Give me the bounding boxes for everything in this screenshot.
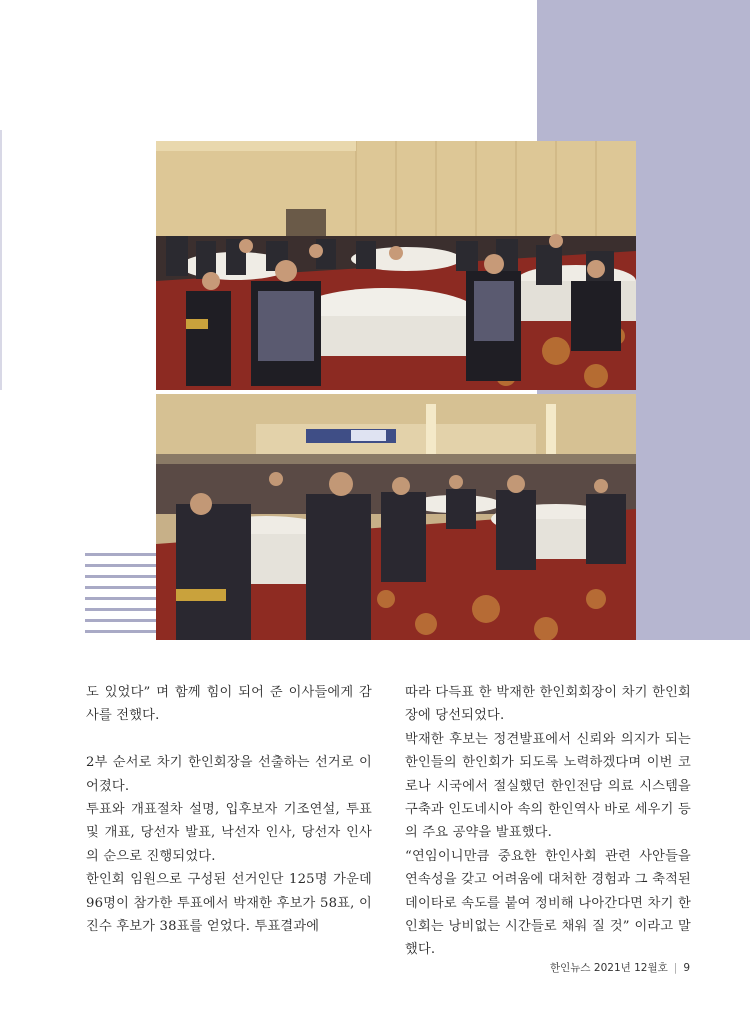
page-footer bbox=[550, 960, 690, 975]
paragraph: 2부 순서로 차기 한인회장을 선출하는 선거로 이어졌다. bbox=[86, 755, 372, 794]
paragraph-gap bbox=[86, 728, 372, 751]
meeting-hall-photo bbox=[156, 394, 636, 640]
publication-title: 한인뉴스 2021년 12월호 bbox=[550, 962, 668, 974]
article-left-column bbox=[86, 681, 372, 938]
paragraph: 투표와 개표절차 설명, 입후보자 기조연설, 투표 및 개표, 당선자 발표, 낙선자 인사, 당선자 인사의 순으로 진행되었다. bbox=[86, 802, 372, 864]
decorative-edge-line bbox=[0, 130, 2, 390]
paragraph: 박재한 후보는 정견발표에서 신뢰와 의지가 되는 한인들의 한인회가 되도록 노력하겠다며 이번 코로나 시국에서 절실했던 한인전담 의료 시스템을 구축과 인도네시아 속의 한인역사 바로 세우기 등의 주요 공약을 발표했다. bbox=[405, 731, 691, 841]
paragraph: “연임이니만큼 중요한 한인사회 관련 사안들을 연속성을 갖고 어려움에 대처한 경험과 그 축적된 데이타로 속도를 붙여 정비해 나아간다면 차기 한인회는 낭비없는 시간들로 채워 질 것” 이라고 말했다. bbox=[405, 848, 691, 958]
decorative-stripes bbox=[85, 553, 156, 641]
page-number: 9 bbox=[683, 962, 690, 974]
paragraph: 도 있었다” 며 함께 힘이 되어 준 이사들에게 감사를 전했다. bbox=[86, 685, 372, 724]
paragraph: 한인회 임원으로 구성된 선거인단 125명 가운데 96명이 참가한 투표에서 박재한 후보가 58표, 이진수 후보가 38표를 얻었다. 투표결과에 bbox=[86, 872, 372, 935]
meeting-audience-photo bbox=[156, 141, 636, 390]
article-right-column bbox=[405, 681, 691, 962]
paragraph: 따라 다득표 한 박재한 한인회회장이 차기 한인회장에 당선되었다. bbox=[405, 685, 691, 724]
footer-separator: | bbox=[673, 962, 678, 974]
